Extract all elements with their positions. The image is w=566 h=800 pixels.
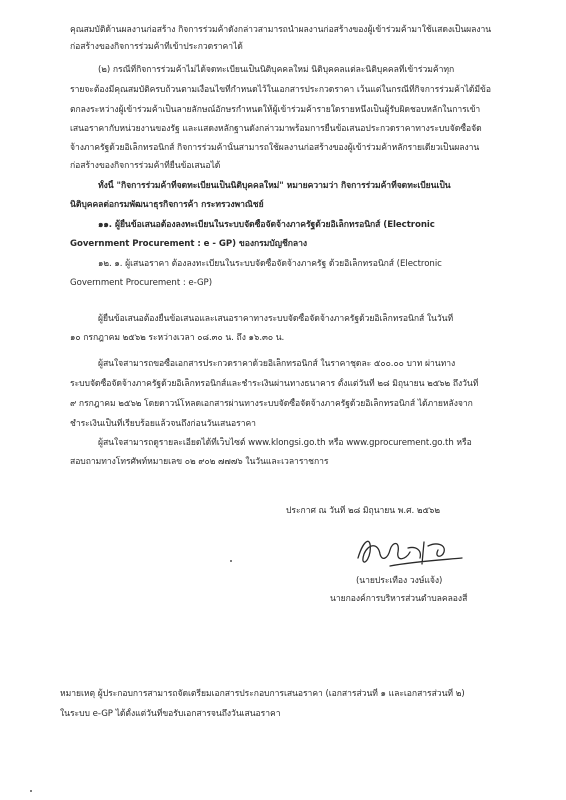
item-11-line: Government Procurement : e - GP) ของกรมบัญชีกลาง — [70, 239, 308, 249]
text-line: (๒) กรณีที่กิจการร่วมค้าไม่ได้จดทะเบียนเป็นนิติบุคคลใหม่ นิติบุคคลแต่ละนิติบุคคลที่เข้าร่วมค้าทุก — [98, 65, 455, 75]
info-line: ผู้สนใจสามารถดูรายละเอียดได้ที่เว็บไซต์ www.klongsi.go.th หรือ www.gprocurement.go.th หรือ — [98, 438, 472, 448]
text-line: ตกลงระหว่างผู้เข้าร่วมค้าเป็นลายลักษณ์อักษรกำหนดให้ผู้เข้าร่วมค้ารายใดรายหนึ่งเป็นผู้รับผิดชอบหลักในการเข้า — [70, 105, 481, 115]
item-11-line: ๑๑. ผู้ยื่นข้อเสนอต้องลงทะเบียนในระบบจัดซื้อจัดจ้างภาครัฐด้วยอิเล็กทรอนิกส์ (Electronic — [98, 220, 435, 230]
signature-image — [350, 528, 470, 580]
definition-line: นิติบุคคลต่อกรมพัฒนาธุรกิจการค้า กระทรวงพาณิชย์ — [70, 200, 264, 210]
text-line: คุณสมบัติด้านผลงานก่อสร้าง กิจการร่วมค้าดังกล่าวสามารถนำผลงานก่อสร้างของผู้เข้าร่วมค้ามาใช้แสดงเป็นผลงาน — [70, 25, 492, 35]
submission-line: ๑๐ กรกฎาคม ๒๕๖๒ ระหว่างเวลา ๐๘.๓๐ น. ถึง ๑๖.๓๐ น. — [70, 333, 285, 343]
text-line: เสนอราคากับหน่วยงานของรัฐ และแสดงหลักฐานดังกล่าวมาพร้อมการยื่นข้อเสนอประกวดราคาทางระบบจัดซื้อจัด — [70, 124, 482, 134]
purchase-line: ระบบจัดซื้อจัดจ้างภาครัฐด้วยอิเล็กทรอนิกส์และชำระเงินผ่านทางธนาคาร ตั้งแต่วันที่ ๒๘ มิถุนายน ๒๕๖๒ ถึงวันที่ — [70, 379, 479, 389]
purchase-line: ๙ กรกฎาคม ๒๕๖๒ โดยดาวน์โหลดเอกสารผ่านทางระบบจัดซื้อจัดจ้างภาครัฐด้วยอิเล็กทรอนิกส์ ได้ภายหลังจาก — [70, 399, 473, 409]
scan-speck — [230, 560, 232, 562]
definition-line: ทั้งนี้ "กิจการร่วมค้าที่จดทะเบียนเป็นนิติบุคคลใหม่" หมายความว่า กิจการร่วมค้าที่จดทะเบียนเป็น — [98, 181, 451, 191]
text-line: รายจะต้องมีคุณสมบัติครบถ้วนตามเงื่อนไขที่กำหนดไว้ในเอกสารประกวดราคา เว้นแต่ในกรณีที่กิจการร่วมค้าได้มีข้อ — [70, 85, 491, 95]
item-12-line: Government Procurement : e-GP) — [70, 278, 212, 288]
purchase-line: ผู้สนใจสามารถขอซื้อเอกสารประกวดราคาด้วยอิเล็กทรอนิกส์ ในราคาชุดละ ๕๐๐.๐๐ บาท ผ่านทาง — [98, 359, 456, 369]
signer-name: (นายประเทือง วงษ์แจ้ง) — [356, 576, 443, 586]
item-12-line: ๑๒. ๑. ผู้เสนอราคา ต้องลงทะเบียนในระบบจัดซื้อจัดจ้างภาครัฐ ด้วยอิเล็กทรอนิกส์ (Electronic — [98, 259, 442, 269]
scan-speck — [30, 790, 32, 792]
announcement-date: ประกาศ ณ วันที่ ๒๘ มิถุนายน พ.ศ. ๒๕๖๒ — [286, 506, 440, 516]
note-line: ในระบบ e-GP ได้ตั้งแต่วันที่ขอรับเอกสารจนถึงวันเสนอราคา — [60, 709, 281, 719]
text-line: ก่อสร้างของกิจการร่วมค้าที่เข้าประกวดราคาได้ — [70, 42, 243, 52]
info-line: สอบถามทางโทรศัพท์หมายเลข ๐๒ ๙๐๒ ๗๗๗๖ ในวันและเวลาราชการ — [70, 457, 329, 467]
purchase-line: ชำระเงินเป็นที่เรียบร้อยแล้วจนถึงก่อนวันเสนอราคา — [70, 419, 256, 429]
note-line: หมายเหตุ ผู้ประกอบการสามารถจัดเตรียมเอกสารประกอบการเสนอราคา (เอกสารส่วนที่ ๑ และเอกสารส่วนที่ ๒) — [60, 689, 465, 699]
signer-title: นายกองค์การบริหารส่วนตำบลคลองสี่ — [330, 594, 468, 604]
text-line: จ้างภาครัฐด้วยอิเล็กทรอนิกส์ กิจการร่วมค้านั้นสามารถใช้ผลงานก่อสร้างของผู้เข้าร่วมค้าหลักรายเดียวเป็นผลงาน — [70, 143, 480, 153]
submission-line: ผู้ยื่นข้อเสนอต้องยื่นข้อเสนอและเสนอราคาทางระบบจัดซื้อจัดจ้างภาครัฐด้วยอิเล็กทรอนิกส์ ในวันที่ — [98, 314, 454, 324]
text-line: ก่อสร้างของกิจการร่วมค้าที่ยื่นข้อเสนอได้ — [70, 161, 221, 171]
